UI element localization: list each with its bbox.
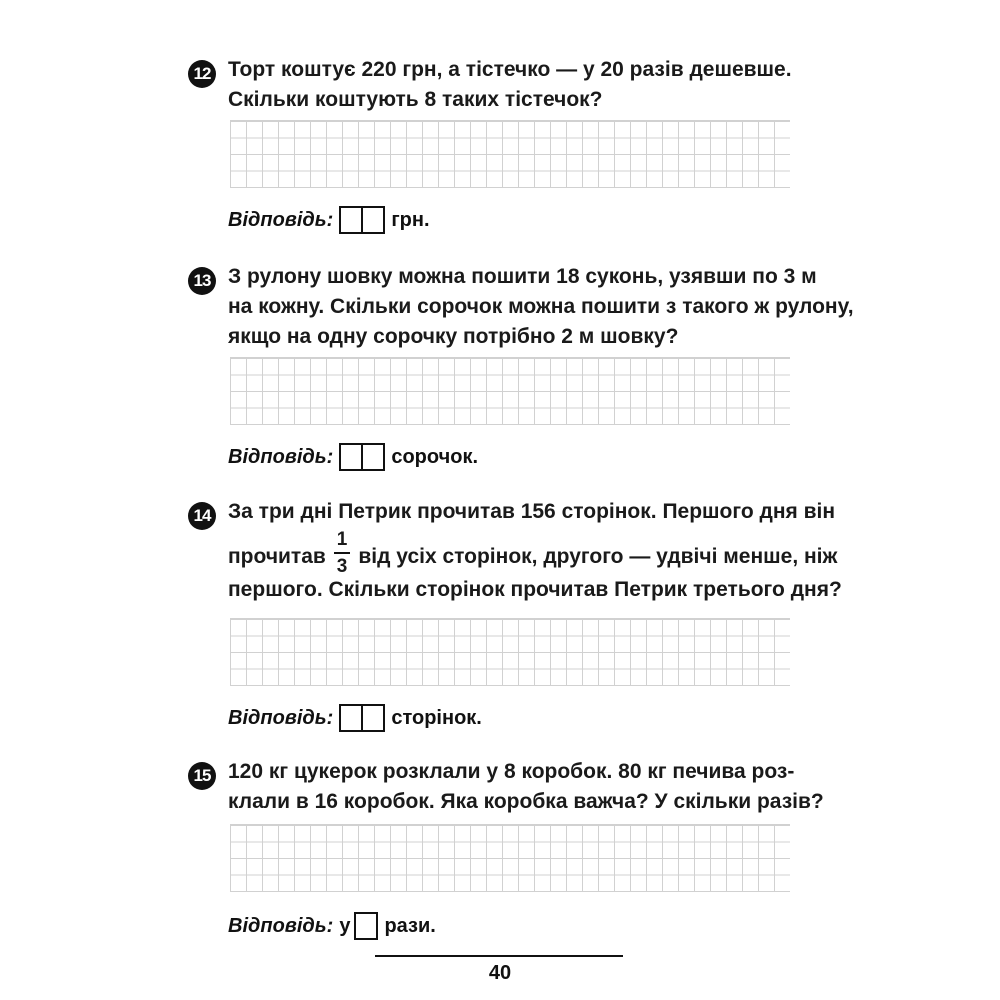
answer-row — [228, 912, 436, 940]
task-text-line: на кожну. Скільки сорочок можна пошити з такого ж рулону, — [228, 295, 854, 318]
answer-row — [228, 443, 478, 471]
answer-unit: грн. — [391, 208, 430, 231]
answer-label: Відповідь: — [228, 208, 334, 231]
task-text-line: 120 кг цукерок розклали у 8 коробок. 80 кг печива роз- — [228, 760, 795, 783]
answer-box[interactable] — [354, 912, 378, 940]
solution-grid[interactable] — [230, 357, 790, 425]
fraction-numerator: 1 — [334, 530, 351, 554]
task-number-badge: 14 — [188, 502, 216, 530]
solution-grid[interactable] — [230, 618, 790, 686]
task-text-segment: від усіх сторінок, другого — удвічі менше, ніж — [358, 545, 838, 568]
answer-box[interactable] — [339, 443, 385, 471]
task-text-line: Скільки коштують 8 таких тістечок? — [228, 88, 603, 111]
answer-box[interactable] — [339, 206, 385, 234]
task-text-line: З рулону шовку можна пошити 18 суконь, узявши по 3 м — [228, 265, 817, 288]
fraction — [334, 530, 351, 576]
answer-row — [228, 704, 482, 732]
answer-unit: сторінок. — [391, 706, 482, 729]
task-text-segment: прочитав — [228, 545, 326, 568]
answer-label: Відповідь: — [228, 706, 334, 729]
footer-divider — [375, 955, 623, 957]
fraction-denominator: 3 — [336, 556, 348, 577]
answer-box[interactable] — [339, 704, 385, 732]
answer-unit: сорочок. — [391, 445, 479, 468]
answer-prefix: у — [339, 914, 351, 937]
solution-grid[interactable] — [230, 120, 790, 188]
answer-unit: рази. — [384, 914, 436, 937]
task-text-line: першого. Скільки сторінок прочитав Петрик третього дня? — [228, 578, 842, 601]
task-text-line-with-fraction — [228, 529, 838, 580]
page-number: 40 — [488, 962, 512, 984]
task-text-line: За три дні Петрик прочитав 156 сторінок. Першого дня він — [228, 500, 836, 523]
answer-label: Відповідь: — [228, 914, 334, 937]
task-text-line: клали в 16 коробок. Яка коробка важча? У скільки разів? — [228, 790, 824, 813]
task-text-line: якщо на одну сорочку потрібно 2 м шовку? — [228, 325, 679, 348]
task-number-badge: 12 — [188, 60, 216, 88]
task-number-badge: 13 — [188, 267, 216, 295]
answer-label: Відповідь: — [228, 445, 334, 468]
task-number-badge: 15 — [188, 762, 216, 790]
task-text-line: Торт коштує 220 грн, а тістечко — у 20 разів дешевше. — [228, 58, 792, 81]
solution-grid[interactable] — [230, 824, 790, 892]
answer-row — [228, 206, 430, 234]
